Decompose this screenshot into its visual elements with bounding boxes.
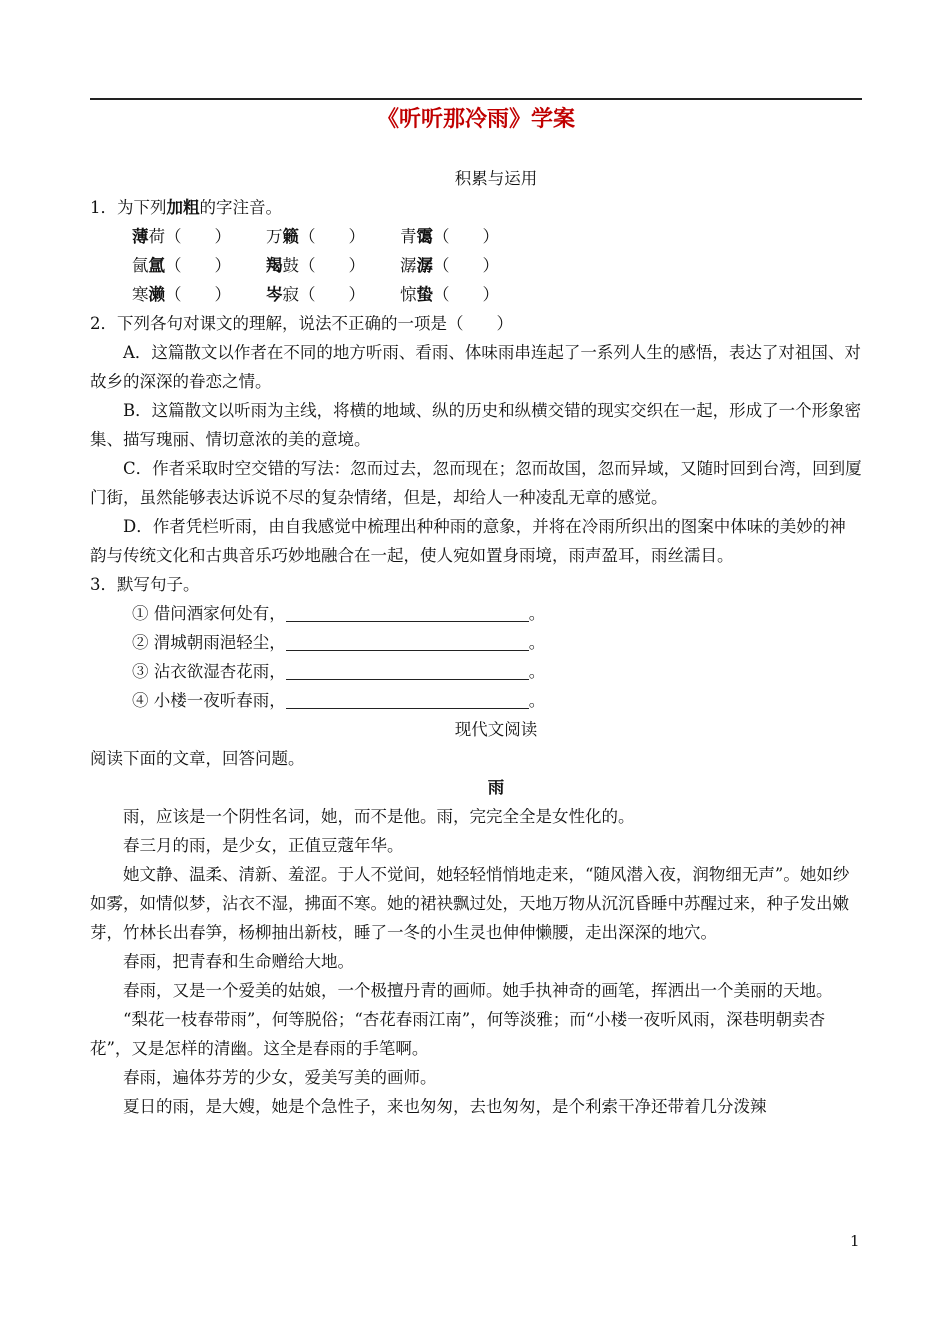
q3-stem: 3．默写句子。	[90, 575, 200, 594]
q1-row	[90, 251, 862, 280]
article-paragraph: 夏日的雨，是大嫂，她是个急性子，来也匆匆，去也匆匆，是个利索干净还带着几分泼辣	[123, 1097, 767, 1116]
q1-item: 薄荷（ ）	[132, 227, 231, 246]
article-paragraph: 春三月的雨，是少女，正值豆蔻年华。	[123, 836, 404, 855]
reading-intro: 阅读下面的文章，回答问题。	[90, 749, 305, 768]
q2-option-b: B．这篇散文以听雨为主线，将横的地域、纵的历史和纵横交错的现实交织在一起，形成了一个形象密集、描写瑰丽、情切意浓的美的意境。	[90, 401, 862, 449]
q3-item: ② 渭城朝雨浥轻尘， 。	[132, 633, 546, 652]
q1-item: 氤氲（ ）	[132, 256, 231, 275]
answer-blank[interactable]	[286, 665, 529, 680]
article-paragraph: 春雨，遍体芬芳的少女，爱美写美的画师。	[123, 1068, 437, 1087]
q1-item: 潺潺（ ）	[400, 256, 499, 275]
q1-item: 万籁（ ）	[266, 227, 365, 246]
q1-item: 岑寂（ ）	[266, 285, 365, 304]
article-paragraph: 雨，应该是一个阴性名词，她，而不是他。雨，完完全全是女性化的。	[123, 807, 635, 826]
q3-item: ④ 小楼一夜听春雨， 。	[132, 691, 546, 710]
q1-item: 羯鼓（ ）	[266, 256, 365, 275]
section-heading-reading: 现代文阅读	[454, 720, 538, 739]
q3-item: ① 借问酒家何处有， 。	[132, 604, 546, 623]
q1-item: 寒濑（ ）	[132, 285, 231, 304]
document-body	[90, 102, 862, 1121]
article-paragraph: 她文静、温柔、清新、羞涩。于人不觉间，她轻轻悄悄地走来，“随风潜入夜，润物细无声”。她如纱如雾，如情似梦，沾衣不湿，拂面不寒。她的裙袂飘过处，天地万物从沉沉昏睡中苏醒过来，种子发出嫩芽，竹林长出春笋，杨柳抽出新枝，睡了一冬的小生灵也伸伸懒腰，走出深深的地穴。	[90, 865, 850, 942]
page-title: 《听听那冷雨》学案	[376, 106, 575, 132]
q1-item: 青霭（ ）	[400, 227, 499, 246]
answer-blank[interactable]	[286, 607, 529, 622]
q1-row	[90, 222, 862, 251]
q2-option-a: A．这篇散文以作者在不同的地方听雨、看雨、体味雨串连起了一系列人生的感悟，表达了对祖国、对故乡的深深的眷恋之情。	[90, 343, 861, 391]
article-paragraph: 春雨，把青春和生命赠给大地。	[123, 952, 354, 971]
article-title: 雨	[487, 778, 505, 797]
answer-blank[interactable]	[286, 694, 529, 709]
section-heading-accumulation: 积累与运用	[454, 169, 538, 188]
page-number: 1	[850, 1232, 860, 1250]
q2-option-d: D．作者凭栏听雨，由自我感觉中梳理出种种雨的意象，并将在冷雨所织出的图案中体味的美妙的神韵与传统文化和古典音乐巧妙地融合在一起，使人宛如置身雨境，雨声盈耳，雨丝濡目。	[90, 517, 846, 565]
q1-item: 惊蛰（ ）	[400, 285, 499, 304]
q3-item: ③ 沾衣欲湿杏花雨， 。	[132, 662, 546, 681]
q1-stem-bold: 加粗	[166, 198, 200, 217]
article-paragraph: 春雨，又是一个爱美的姑娘，一个极擅丹青的画师。她手执神奇的画笔，挥洒出一个美丽的天地。	[123, 981, 833, 1000]
q1-stem	[90, 193, 862, 222]
q1-stem-pre: 1．为下列	[90, 198, 167, 217]
header-rule	[90, 98, 862, 100]
q2-option-c: C．作者采取时空交错的写法：忽而过去，忽而现在；忽而故国，忽而异域，又随时回到台湾，回到厦门街，虽然能够表达诉说不尽的复杂情绪，但是，却给人一种凌乱无章的感觉。	[90, 459, 862, 507]
article-paragraph: “梨花一枝春带雨”，何等脱俗；“杏花春雨江南”，何等淡雅；而“小楼一夜听风雨，深巷明朝卖杏花”，又是怎样的清幽。这全是春雨的手笔啊。	[90, 1010, 826, 1058]
q1-row	[90, 280, 862, 309]
q1-stem-post: 的字注音。	[199, 198, 282, 217]
q2-stem: 2．下列各句对课文的理解，说法不正确的一项是（ ）	[90, 314, 513, 333]
answer-blank[interactable]	[286, 636, 529, 651]
